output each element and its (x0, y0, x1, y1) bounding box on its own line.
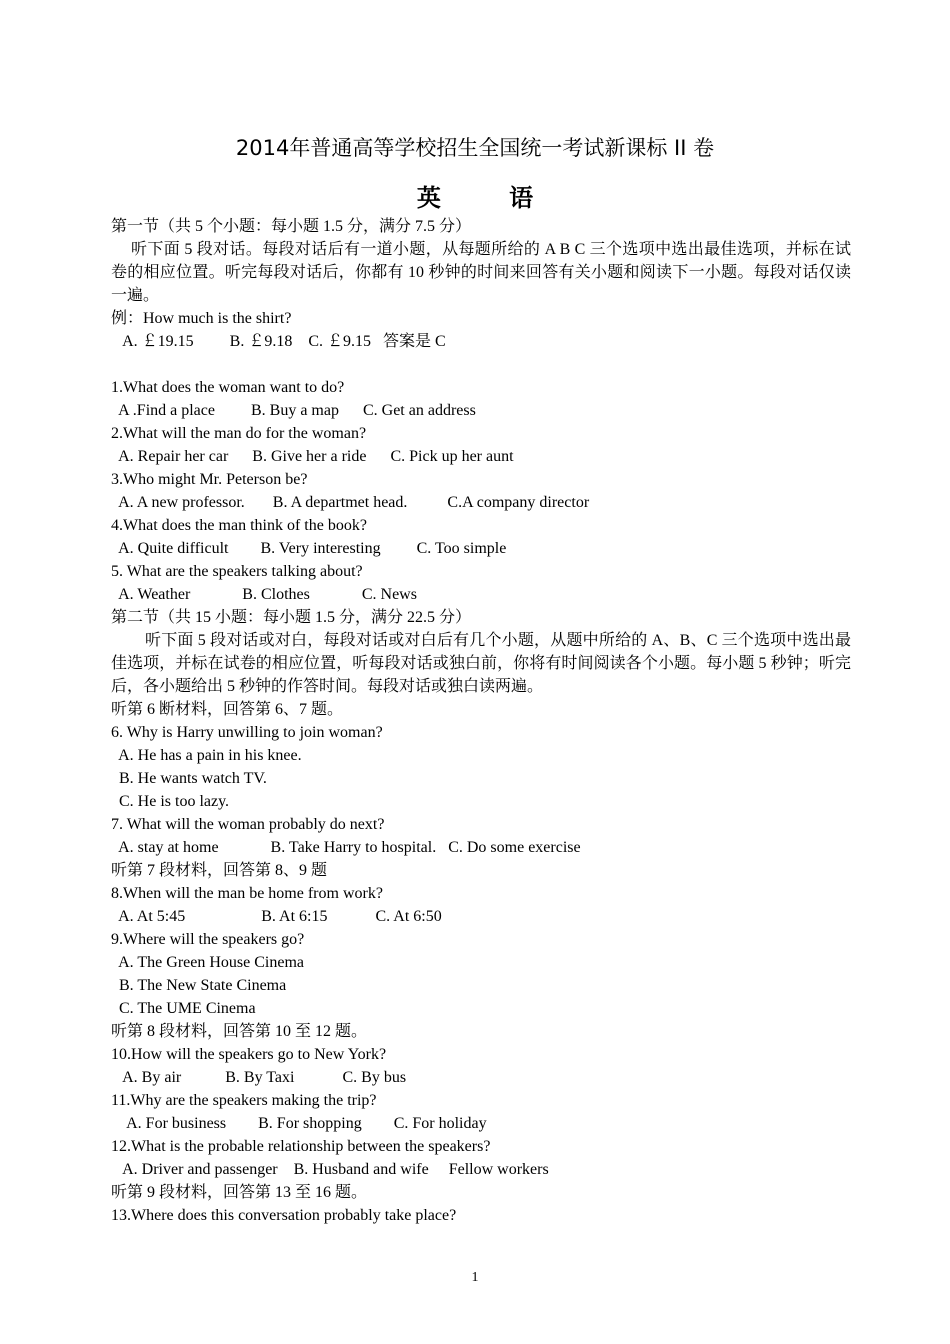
question-3-options: A. A new professor. B. A departmet head. C.A company director (111, 494, 590, 511)
exam-title: 2014年普通高等学校招生全国统一考试新课标 II 卷 (235, 136, 715, 160)
material-9-heading: 听第 9 段材料，回答第 13 至 16 题。 (111, 1184, 368, 1201)
material-6-heading: 听第 6 断材料，回答第 6、7 题。 (111, 701, 344, 718)
question-1: 1.What does the woman want to do? (111, 379, 345, 396)
question-4: 4.What does the man think of the book? (111, 517, 367, 534)
section1-heading: 第一节（共 5 个小题：每小题 1.5 分，满分 7.5 分） (111, 218, 472, 235)
question-6-option-c: C. He is too lazy. (111, 793, 230, 810)
question-9: 9.Where will the speakers go? (111, 931, 305, 948)
question-10-options: A. By air B. By Taxi C. By bus (111, 1069, 407, 1086)
spacer (111, 353, 851, 376)
question-8-options: A. At 5:45 B. At 6:15 C. At 6:50 (111, 908, 442, 925)
question-9-option-a: A. The Green House Cinema (111, 954, 304, 971)
question-7: 7. What will the woman probably do next? (111, 816, 385, 833)
subject-title: 英 语 (416, 184, 564, 212)
page-number: 1 (471, 1270, 479, 1285)
question-11-options: A. For business B. For shopping C. For holiday (111, 1115, 487, 1132)
section2-heading: 第二节（共 15 小题：每小题 1.5 分，满分 22.5 分） (111, 609, 472, 626)
question-12-options: A. Driver and passenger B. Husband and wife Fellow workers (111, 1161, 549, 1178)
question-11: 11.Why are the speakers making the trip? (111, 1092, 377, 1109)
question-8: 8.When will the man be home from work? (111, 885, 383, 902)
question-12: 12.What is the probable relationship between the speakers? (111, 1138, 491, 1155)
section2-instructions: 听下面 5 段对话或对白，每段对话或对白后有几个小题，从题中所给的 A、B、C 三个选项中选出最佳选项，并标在试卷的相应位置，听每段对话或独白前，你将有时间阅读各个小题。每小题 5 秒钟；听完后，各小题给出 5 秒钟的作答时间。每段对话或独白读两遍。 (111, 632, 851, 695)
document-body (111, 215, 851, 1227)
question-6-option-a: A. He has a pain in his knee. (111, 747, 302, 764)
question-4-options: A. Quite difficult B. Very interesting C. Too simple (111, 540, 507, 557)
question-13: 13.Where does this conversation probably take place? (111, 1207, 457, 1224)
question-5-options: A. Weather B. Clothes C. News (111, 586, 417, 603)
example-options: A. ￡19.15 B. ￡9.18 C. ￡9.15 答案是 C (111, 333, 446, 350)
question-6: 6. Why is Harry unwilling to join woman? (111, 724, 383, 741)
question-2: 2.What will the man do for the woman? (111, 425, 367, 442)
example-question: 例：How much is the shirt? (111, 310, 292, 327)
question-5: 5. What are the speakers talking about? (111, 563, 363, 580)
section1-instructions: 听下面 5 段对话。每段对话后有一道小题，从每题所给的 A B C 三个选项中选出最佳选项，并标在试卷的相应位置。听完每段对话后，你都有 10 秒钟的时间来回答有关小题和阅读下一小题。每段对话仅读一遍。 (111, 241, 851, 304)
question-3: 3.Who might Mr. Peterson be? (111, 471, 308, 488)
question-6-option-b: B. He wants watch TV. (111, 770, 267, 787)
question-9-option-b: B. The New State Cinema (111, 977, 287, 994)
question-1-options: A .Find a place B. Buy a map C. Get an address (111, 402, 476, 419)
material-8-heading: 听第 8 段材料，回答第 10 至 12 题。 (111, 1023, 368, 1040)
question-10: 10.How will the speakers go to New York? (111, 1046, 387, 1063)
question-7-options: A. stay at home B. Take Harry to hospital. C. Do some exercise (111, 839, 581, 856)
question-2-options: A. Repair her car B. Give her a ride C. Pick up her aunt (111, 448, 514, 465)
question-9-option-c: C. The UME Cinema (111, 1000, 256, 1017)
material-7-heading: 听第 7 段材料，回答第 8、9 题 (111, 862, 328, 879)
